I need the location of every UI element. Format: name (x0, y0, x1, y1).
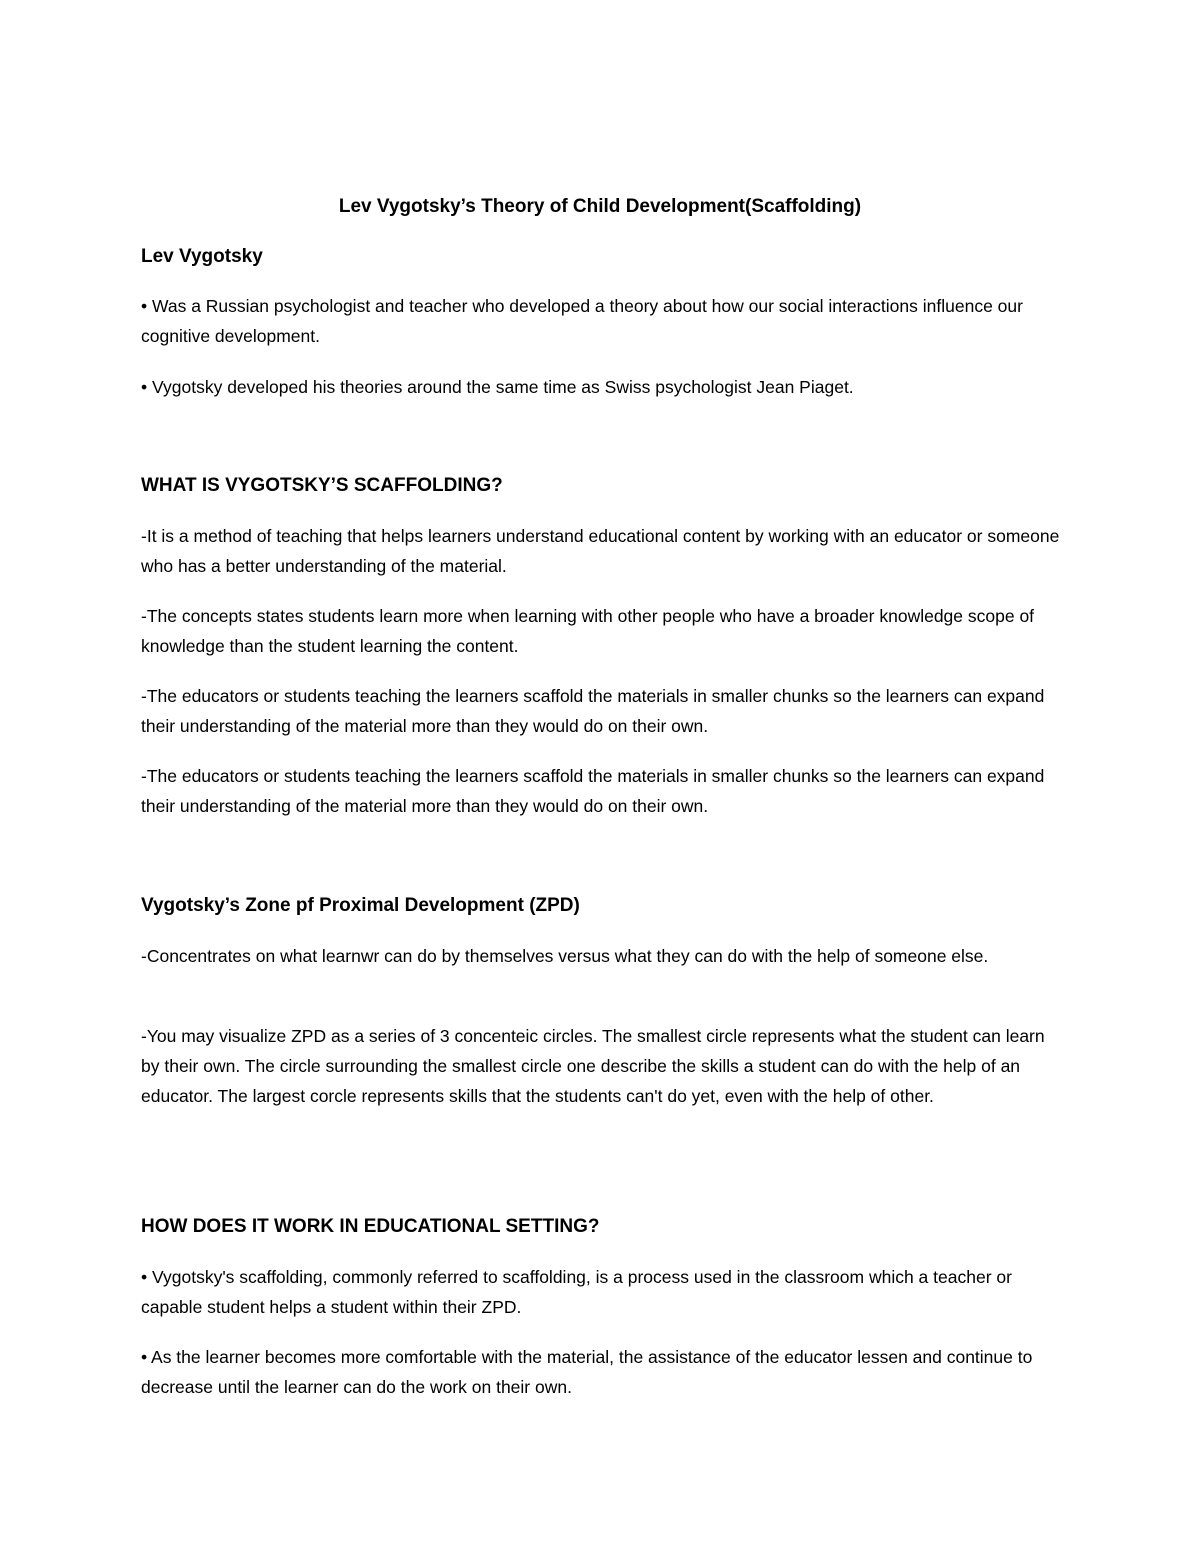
paragraph-concepts: -The concepts states students learn more when learning with other people who have a broader knowledge scope of knowledge than the student learning the content. (141, 606, 1035, 656)
paragraph-smaller-chunks-1: -The educators or students teaching the learners scaffold the materials in smaller chunks so the learners can expand their understanding of the material more than they would do on their own. (141, 686, 1045, 736)
paragraph-assistance-decreases: • As the learner becomes more comfortable with the material, the assistance of the educator lessen and continue to decrease until the learner can do the work on their own. (141, 1347, 1033, 1397)
document-title: Lev Vygotsky’s Theory of Child Development(Scaffolding) (338, 196, 862, 217)
paragraph-concentrates: -Concentrates on what learnwr can do by themselves versus what they can do with the help of someone else. (141, 946, 989, 966)
paragraph-classroom-process: • Vygotsky's scaffolding, commonly referred to scaffolding, is a process used in the classroom which a teacher or capable student helps a student within their ZPD. (141, 1267, 1012, 1317)
paragraph-concentric-circles: -You may visualize ZPD as a series of 3 concenteic circles. The smallest circle represents what the student can learn by their own. The circle surrounding the smallest circle one describe the skills a student can do with the help of an educator. The largest corcle represents skills that the students can't do yet, even with the help of other. (141, 1026, 1045, 1106)
section-heading-educational-setting: HOW DOES IT WORK IN EDUCATIONAL SETTING? (141, 1216, 600, 1237)
paragraph-russian-psychologist: • Was a Russian psychologist and teacher who developed a theory about how our social interactions influence our cognitive development. (141, 296, 1023, 346)
section-heading-lev-vygotsky: Lev Vygotsky (141, 246, 263, 267)
paragraph-method-of-teaching: -It is a method of teaching that helps learners understand educational content by working with an educator or someone who has a better understanding of the material. (141, 526, 1060, 576)
paragraph-smaller-chunks-2: -The educators or students teaching the learners scaffold the materials in smaller chunks so the learners can expand their understanding of the material more than they would do on their own. (141, 766, 1045, 816)
paragraph-piaget: • Vygotsky developed his theories around the same time as Swiss psychologist Jean Piaget. (141, 377, 854, 397)
section-heading-zpd: Vygotsky’s Zone pf Proximal Development (ZPD) (141, 895, 580, 916)
section-heading-scaffolding: WHAT IS VYGOTSKY’S SCAFFOLDING? (141, 475, 503, 496)
